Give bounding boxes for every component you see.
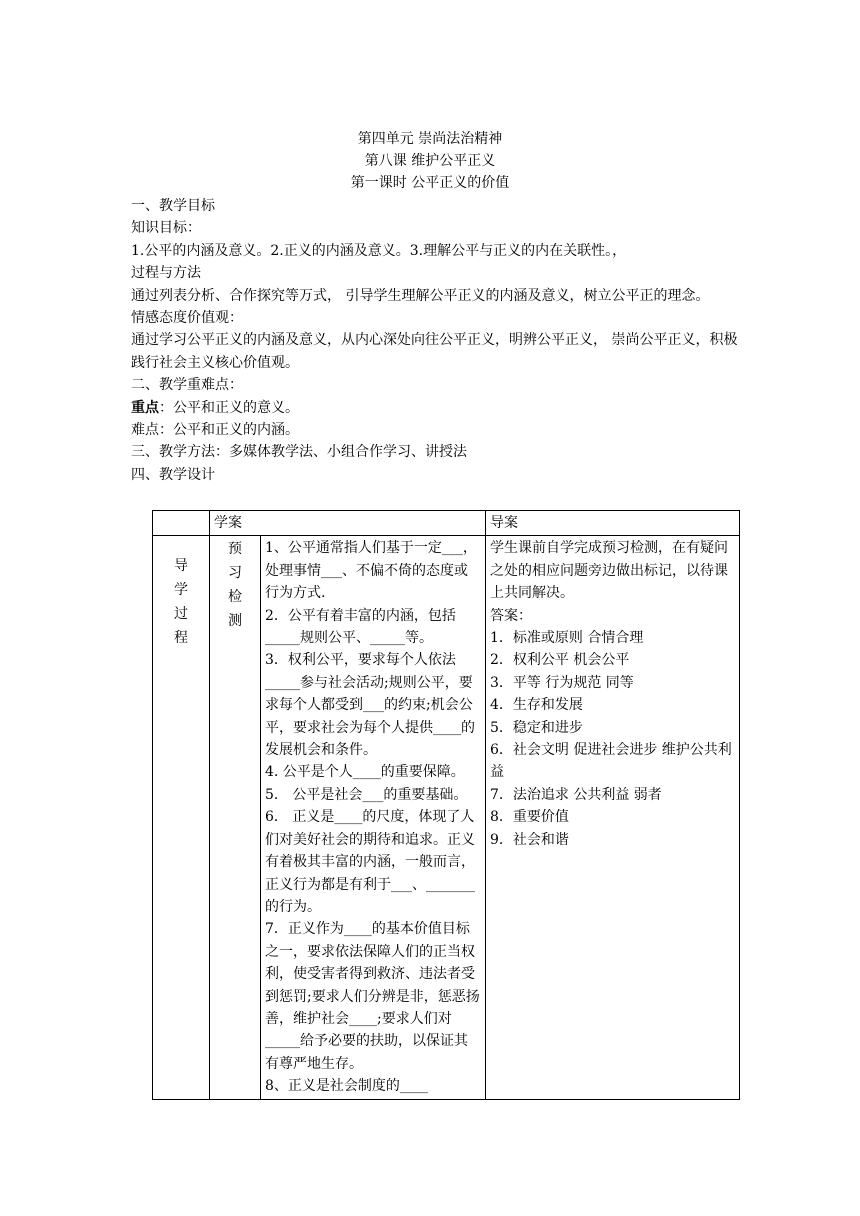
header-xuean: 学案	[210, 511, 486, 536]
section-key-points: 二、教学重难点：	[131, 377, 243, 394]
table-header-row	[153, 511, 740, 536]
answer-item: 4．生存和发展	[490, 697, 583, 714]
emotion-label: 情感态度价值观：	[131, 310, 243, 327]
question-item: 4. 公平是个人____的重要保障。	[265, 764, 465, 781]
side-char: 程	[174, 630, 188, 647]
difficult-point: 难点：公平和正义的内涵。	[131, 422, 299, 439]
side-char: 过	[174, 606, 188, 623]
lesson-title: 第八课 维护公平正义	[364, 153, 496, 169]
process-label: 过程与方法	[131, 265, 201, 282]
page-titles	[0, 128, 860, 194]
answer-item: 9．社会和谐	[490, 831, 569, 848]
answer-item: 7．法治追求 公共利益 弱者	[490, 786, 662, 803]
process-text: 通过列表分析、合作探究等万式， 引导学生理解公平正义的内涵及意义，树立公平正的理念。	[131, 287, 710, 304]
question-item: 2．公平有着丰富的内涵，包括_____规则公平、_____等。	[265, 607, 456, 647]
unit-title: 第四单元 崇尚法治精神	[357, 131, 503, 147]
guide-text: 学生课前自学完成预习检测，在有疑问之处的相应问题旁边做出标记，以待课上共同解决。	[490, 540, 728, 602]
knowledge-label: 知识目标：	[131, 220, 201, 237]
answer-item: 2．权利公平 机会公平	[490, 652, 630, 669]
knowledge-text: 1.公平的内涵及意义。2.正义的内涵及意义。3.理解公平与正义的内在关联性。，	[131, 242, 627, 259]
question-item: 3．权利公平，要求每个人依法_____参与社会活动;规则公平，要求每个人都受到___的约束;机会公平，要求社会为每个人提供____的发展机会和条件。	[265, 652, 475, 759]
question-item: 7．正义作为____的基本价值目标之一，要求依法保障人们的正当权利，使受害者得到救济、违法者受到惩罚;要求人们分辨是非，惩恶扬善，维护社会____;要求人们对_____给予必要的扶助，以保证其有尊严地生存。	[265, 921, 480, 1072]
answer-item: 8．重要价值	[490, 809, 569, 826]
answers-label: 答案：	[490, 607, 532, 624]
header-daoan: 导案	[486, 511, 740, 536]
section-design: 四、教学设计	[131, 466, 215, 483]
side-label	[153, 536, 210, 1099]
emotion-text: 通过学习公平正义的内涵及意义，从内心深处向往公平正义，明辨公平正义， 崇尚公平正义，积极践行社会主义核心价值观。	[131, 332, 738, 371]
side-char: 导	[174, 558, 188, 575]
answer-item: 3．平等 行为规范 同等	[490, 674, 634, 691]
question-item: 1、公平通常指人们基于一定___，处理事情___、不偏不倚的态度或行为方式.	[265, 540, 477, 602]
answer-item: 6．社会文明 促进社会进步 维护公共利益	[490, 742, 732, 781]
sub-char: 检	[228, 589, 242, 606]
period-title: 第一课时 公平正义的价值	[350, 175, 510, 191]
sub-label	[210, 536, 261, 1099]
sub-char: 预	[228, 541, 242, 558]
section-goals: 一、教学目标	[131, 198, 215, 214]
guide-cell	[486, 536, 740, 1099]
section-methods: 三、教学方法：多媒体教学法、小组合作学习、讲授法	[131, 444, 467, 461]
table-row	[153, 536, 740, 1099]
side-char: 学	[174, 582, 188, 599]
sub-char: 习	[228, 565, 242, 582]
question-item: 5． 公平是社会___的重要基础。	[265, 786, 468, 803]
answer-item: 5．稳定和进步	[490, 719, 583, 736]
questions-cell	[261, 536, 486, 1099]
key-label: 重点	[131, 399, 159, 416]
key-point	[131, 397, 741, 419]
plan-body	[131, 195, 741, 486]
answer-item: 1．标准或原则 合情合理	[490, 630, 644, 647]
question-item: 8、正义是社会制度的____	[265, 1078, 428, 1095]
sub-char: 测	[228, 613, 242, 630]
key-text: ：公平和正义的意义。	[159, 399, 299, 416]
question-item: 6． 正义是____的尺度，体现了人们对美好社会的期待和追求。正义有着极其丰富的内涵，一般而言，正义行为都是有利于___、_______的行为。	[265, 809, 475, 915]
design-table	[152, 510, 740, 1100]
